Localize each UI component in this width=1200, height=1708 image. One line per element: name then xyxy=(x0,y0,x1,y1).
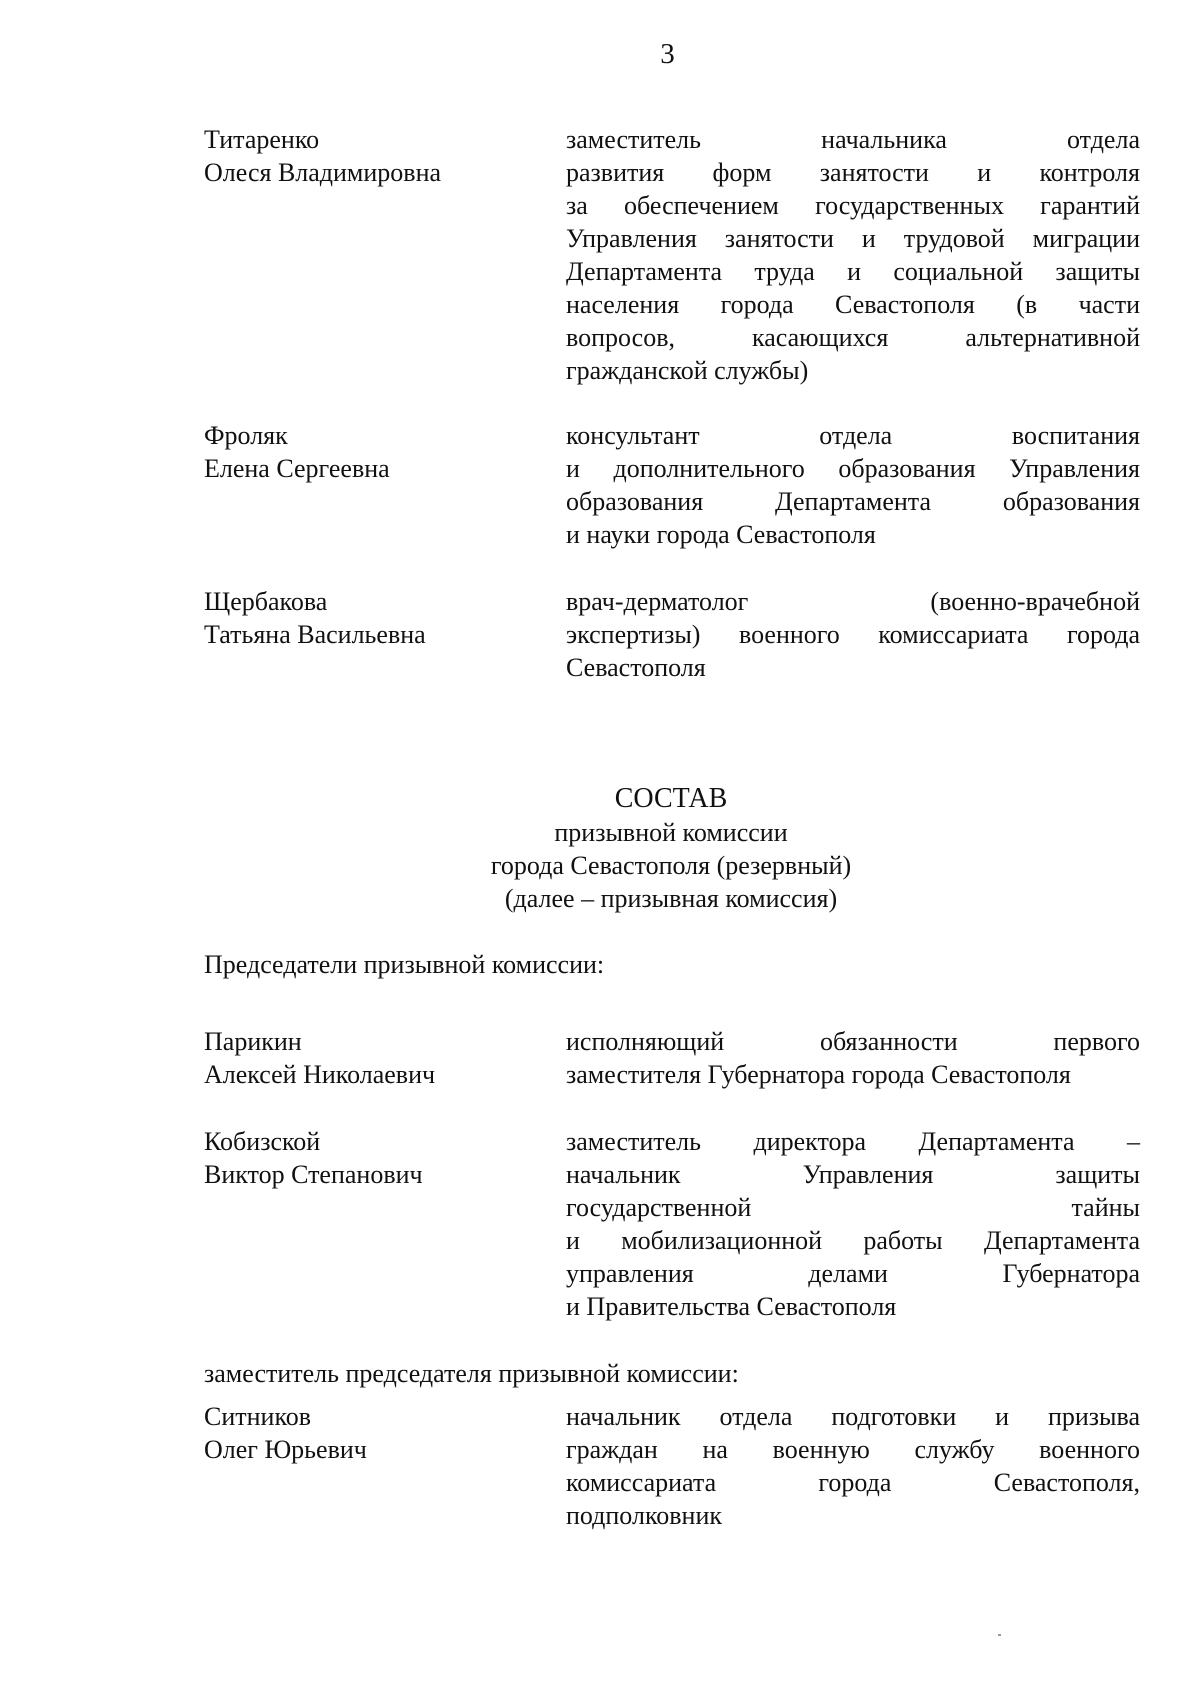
member-given-names: Виктор Степанович xyxy=(204,1160,423,1189)
position-line: начальник отдела подготовки и призыва xyxy=(566,1402,1140,1431)
position-line: заместителя Губернатора города Севастополя xyxy=(566,1060,1071,1089)
position-line: Севастополя xyxy=(566,653,706,682)
member-surname: Кобизской xyxy=(204,1127,321,1156)
member-name xyxy=(204,1125,534,1191)
position-line: исполняющий обязанности первого xyxy=(566,1027,1140,1056)
member-surname: Ситников xyxy=(204,1402,312,1431)
member-position xyxy=(566,123,1140,387)
position-line: государственной тайны xyxy=(566,1193,1140,1222)
member-given-names: Олег Юрьевич xyxy=(204,1435,367,1464)
member-position xyxy=(566,1400,1140,1532)
member-surname: Парикин xyxy=(204,1027,302,1056)
position-line: начальник Управления защиты xyxy=(566,1160,1140,1189)
composition-heading xyxy=(0,782,1200,915)
member-position xyxy=(566,1025,1140,1091)
position-line: образования Департамента образования xyxy=(566,487,1140,516)
position-line: Управления занятости и трудовой миграции xyxy=(566,224,1140,253)
member-name xyxy=(204,419,534,485)
position-line: и Правительства Севастополя xyxy=(566,1292,897,1321)
member-given-names: Елена Сергеевна xyxy=(204,454,390,483)
heading-line: (далее – призывная комиссия) xyxy=(504,884,838,913)
member-name xyxy=(204,1400,534,1466)
member-surname: Фроляк xyxy=(204,421,288,450)
position-line: и науки города Севастополя xyxy=(566,520,876,549)
position-line: и дополнительного образования Управления xyxy=(566,454,1140,483)
position-line: гражданской службы) xyxy=(566,356,809,385)
member-position xyxy=(566,585,1140,684)
position-line: Департамента труда и социальной защиты xyxy=(566,257,1140,286)
position-line: заместитель директора Департамента – xyxy=(566,1127,1140,1156)
position-line: и мобилизационной работы Департамента xyxy=(566,1226,1140,1255)
heading-title: СОСТАВ xyxy=(614,783,728,814)
page-number: 3 xyxy=(660,38,675,70)
heading-line: города Севастополя (резервный) xyxy=(490,851,852,880)
position-line: экспертизы) военного комиссариата города xyxy=(566,620,1140,649)
position-line: управления делами Губернатора xyxy=(566,1259,1140,1288)
position-line: подполковник xyxy=(566,1501,722,1530)
member-surname: Титаренко xyxy=(204,125,320,154)
position-line: комиссариата города Севастополя, xyxy=(566,1468,1140,1497)
deputy-label: заместитель председателя призывной комиссии: xyxy=(204,1359,739,1388)
member-name xyxy=(204,585,534,651)
member-given-names: Алексей Николаевич xyxy=(204,1060,436,1089)
position-line: за обеспечением государственных гарантий xyxy=(566,191,1140,220)
position-line: врач-дерматолог (военно-врачебной xyxy=(566,587,1140,616)
position-line: граждан на военную службу военного xyxy=(566,1435,1140,1464)
position-line: населения города Севастополя (в части xyxy=(566,290,1140,319)
chairmen-label: Председатели призывной комиссии: xyxy=(204,950,605,979)
member-position xyxy=(566,419,1140,551)
scan-speck xyxy=(998,1634,1001,1636)
position-line: вопросов, касающихся альтернативной xyxy=(566,323,1140,352)
heading-line: призывной комиссии xyxy=(554,818,788,847)
position-line: развития форм занятости и контроля xyxy=(566,158,1140,187)
position-line: заместитель начальника отдела xyxy=(566,125,1140,154)
member-position xyxy=(566,1125,1140,1323)
member-given-names: Татьяна Васильевна xyxy=(204,620,426,649)
member-name xyxy=(204,123,534,189)
member-surname: Щербакова xyxy=(204,587,328,616)
member-given-names: Олеся Владимировна xyxy=(204,158,442,187)
position-line: консультант отдела воспитания xyxy=(566,421,1140,450)
member-name xyxy=(204,1025,534,1091)
